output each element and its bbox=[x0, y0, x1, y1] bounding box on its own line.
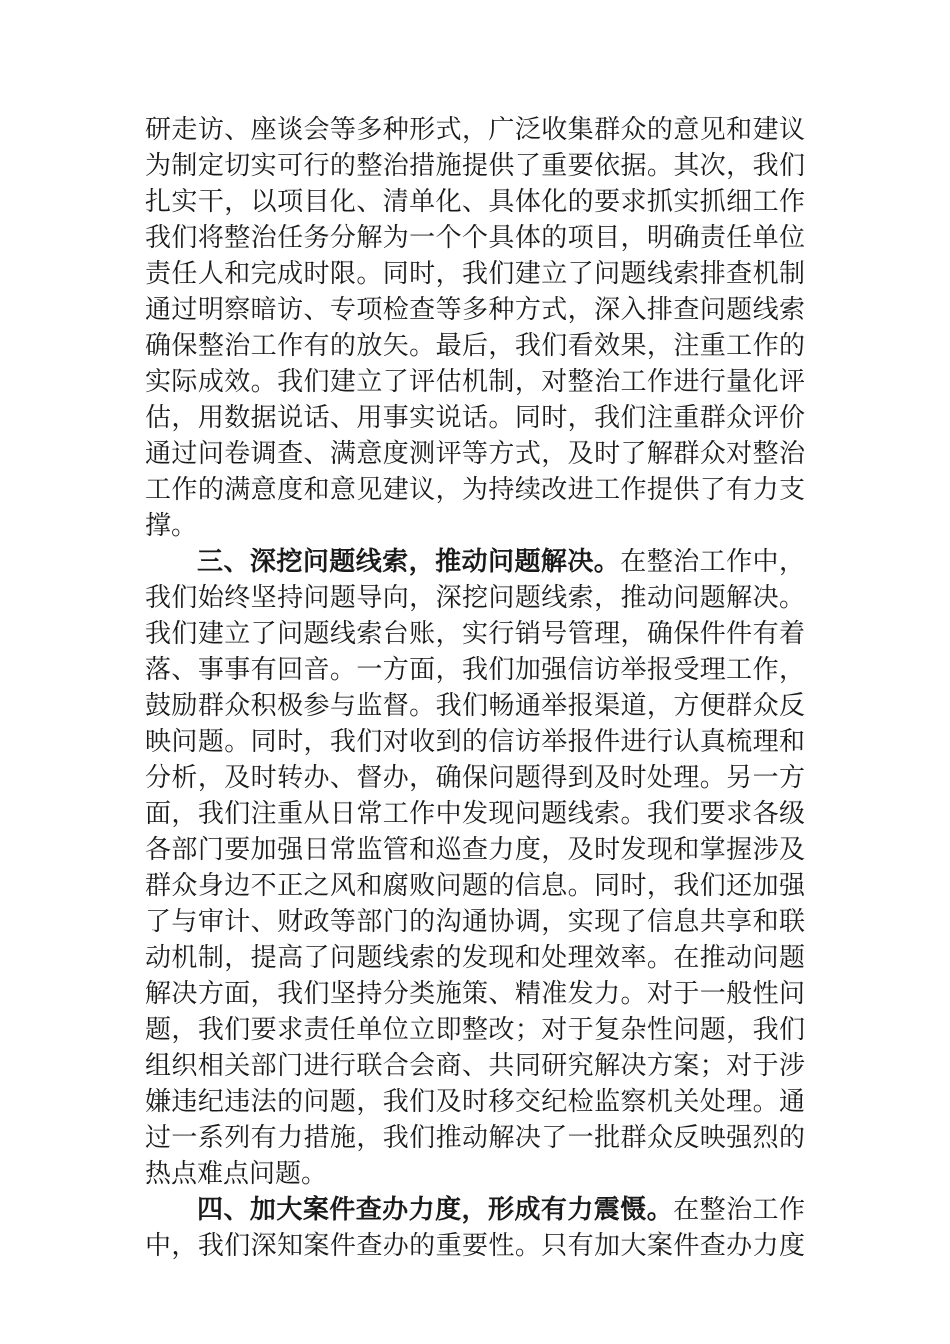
text-line: 我们始终坚持问题导向，深挖问题线索，推动问题解决。 bbox=[145, 583, 805, 613]
text-line: 嫌违纪违法的问题，我们及时移交纪检监察机关处理。通 bbox=[145, 1087, 805, 1117]
paragraph-1 bbox=[145, 112, 805, 544]
document-body bbox=[145, 112, 805, 1264]
text-line: 映问题。同时，我们对收到的信访举报件进行认真梳理和 bbox=[145, 727, 805, 757]
text-line: 解决方面，我们坚持分类施策、精准发力。对于一般性问 bbox=[145, 979, 805, 1009]
section-heading: 四、加大案件查办力度，形成有力震慑。 bbox=[197, 1195, 674, 1225]
paragraph-2 bbox=[145, 544, 805, 1192]
text-line: 群众身边不正之风和腐败问题的信息。同时，我们还加强 bbox=[145, 871, 805, 901]
heading-continuation: 在整治工作中， bbox=[620, 547, 805, 577]
paragraph-first-line bbox=[145, 1192, 805, 1228]
text-line: 各部门要加强日常监管和巡查力度，及时发现和掌握涉及 bbox=[145, 835, 805, 865]
text-line: 实际成效。我们建立了评估机制，对整治工作进行量化评 bbox=[145, 367, 805, 397]
text-line: 落、事事有回音。一方面，我们加强信访举报受理工作， bbox=[145, 655, 805, 685]
text-line: 中，我们深知案件查办的重要性。只有加大案件查办力度 bbox=[145, 1231, 805, 1261]
text-line: 分析，及时转办、督办，确保问题得到及时处理。另一方 bbox=[145, 763, 805, 793]
paragraph-first-line bbox=[145, 544, 805, 580]
text-line: 热点难点问题。 bbox=[145, 1159, 328, 1189]
text-line: 工作的满意度和意见建议，为持续改进工作提供了有力支 bbox=[145, 475, 805, 505]
text-line: 我们建立了问题线索台账，实行销号管理，确保件件有着 bbox=[145, 619, 805, 649]
text-line: 面，我们注重从日常工作中发现问题线索。我们要求各级 bbox=[145, 799, 805, 829]
text-line: 组织相关部门进行联合会商、共同研究解决方案；对于涉 bbox=[145, 1051, 805, 1081]
text-line: 估，用数据说话、用事实说话。同时，我们注重群众评价 bbox=[145, 403, 805, 433]
text-line: 了与审计、财政等部门的沟通协调，实现了信息共享和联 bbox=[145, 907, 805, 937]
text-line: 题，我们要求责任单位立即整改；对于复杂性问题，我们 bbox=[145, 1015, 805, 1045]
text-line: 研走访、座谈会等多种形式，广泛收集群众的意见和建议 bbox=[145, 115, 805, 145]
text-line: 确保整治工作有的放矢。最后，我们看效果，注重工作的 bbox=[145, 331, 805, 361]
text-line: 我们将整治任务分解为一个个具体的项目，明确责任单位 bbox=[145, 223, 805, 253]
heading-continuation: 在整治工作 bbox=[673, 1195, 805, 1225]
section-heading: 三、深挖问题线索，推动问题解决。 bbox=[197, 547, 621, 577]
paragraph-3 bbox=[145, 1192, 805, 1264]
text-line: 通过明察暗访、专项检查等多种方式，深入排查问题线索 bbox=[145, 295, 805, 325]
text-line: 鼓励群众积极参与监督。我们畅通举报渠道，方便群众反 bbox=[145, 691, 805, 721]
text-line: 动机制，提高了问题线索的发现和处理效率。在推动问题 bbox=[145, 943, 805, 973]
text-line: 为制定切实可行的整治措施提供了重要依据。其次，我们 bbox=[145, 151, 805, 181]
text-line: 撑。 bbox=[145, 511, 198, 541]
text-line: 过一系列有力措施，我们推动解决了一批群众反映强烈的 bbox=[145, 1123, 805, 1153]
text-line: 责任人和完成时限。同时，我们建立了问题线索排查机制 bbox=[145, 259, 805, 289]
text-line: 通过问卷调查、满意度测评等方式，及时了解群众对整治 bbox=[145, 439, 805, 469]
text-line: 扎实干，以项目化、清单化、具体化的要求抓实抓细工作 bbox=[145, 187, 805, 217]
